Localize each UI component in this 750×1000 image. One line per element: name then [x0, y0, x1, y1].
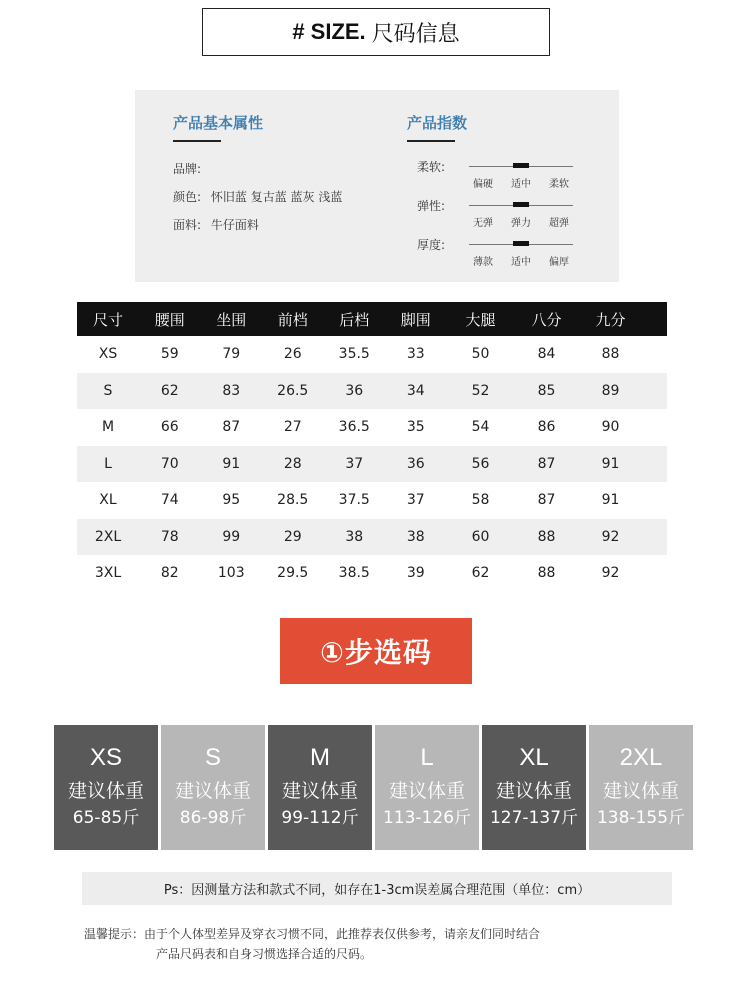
- measure-cell: 87: [222, 419, 241, 436]
- title-chinese: 尺码信息: [371, 21, 460, 47]
- index-heading: 产品指数: [407, 114, 468, 132]
- measure-cell: 82: [160, 565, 179, 582]
- table-header-cell: 后档: [339, 310, 370, 329]
- measure-cell: 38.5: [338, 565, 370, 582]
- measure-cell: 26.5: [277, 382, 309, 399]
- attribute-value: 牛仔面料: [210, 218, 259, 232]
- size-cell: XS: [98, 346, 118, 363]
- measure-cell: 36: [345, 382, 364, 399]
- index-underline: [407, 140, 455, 142]
- measure-cell: 62: [160, 382, 179, 399]
- size-card[interactable]: [375, 725, 479, 850]
- size-card-size: L: [420, 744, 434, 771]
- index-option: 适中: [511, 179, 531, 190]
- measure-cell: 38: [345, 528, 364, 545]
- tips-line-2: 产品尺码表和自身习惯选择合适的尺码。: [156, 947, 373, 961]
- measure-cell: 60: [471, 528, 490, 545]
- measure-cell: 36.5: [338, 419, 370, 436]
- measure-cell: 35: [406, 419, 425, 436]
- table-row: [77, 409, 667, 446]
- measure-cell: 92: [601, 528, 620, 545]
- attribute-key: 品牌:: [173, 162, 202, 176]
- size-cell: 2XL: [94, 528, 122, 545]
- table-header-row: [77, 302, 667, 336]
- measure-cell: 29: [283, 528, 302, 545]
- tips-line-1: 温馨提示：由于个人体型差异及穿衣习惯不同，此推荐表仅供参考，请亲友们同时结合: [84, 927, 541, 941]
- size-card[interactable]: [161, 725, 265, 850]
- measure-cell: 78: [160, 528, 179, 545]
- measure-cell: 50: [471, 346, 490, 363]
- measure-cell: 35.5: [338, 346, 370, 363]
- table-header-cell: 前档: [277, 310, 308, 329]
- measure-cell: 90: [601, 419, 620, 436]
- table-row: [77, 482, 667, 519]
- index-option: 弹力: [511, 218, 531, 229]
- table-header-cell: 大腿: [465, 310, 496, 329]
- measure-cell: 62: [471, 565, 490, 582]
- measure-cell: 74: [160, 492, 179, 509]
- size-cell: L: [104, 455, 112, 472]
- size-card-weight: 65-85斤: [72, 808, 140, 828]
- size-card-label: 建议体重: [495, 780, 572, 802]
- measure-cell: 88: [601, 346, 620, 363]
- measure-cell: 52: [471, 382, 490, 399]
- size-card-weight: 99-112斤: [281, 808, 359, 828]
- measure-cell: 37.5: [338, 492, 370, 509]
- measure-cell: 88: [537, 565, 556, 582]
- measure-cell: 95: [222, 492, 241, 509]
- measure-cell: 87: [537, 455, 556, 472]
- index-label: 厚度:: [417, 238, 446, 252]
- measure-cell: 86: [537, 419, 556, 436]
- attribute-value: 怀旧蓝 复古蓝 蓝灰 浅蓝: [210, 190, 343, 204]
- table-row: [77, 373, 667, 410]
- measure-cell: 38: [406, 528, 425, 545]
- attribute-key: 面料:: [173, 218, 202, 232]
- product-info-panel: [135, 90, 619, 282]
- size-card-weight: 138-155斤: [596, 808, 686, 828]
- tips-text: [84, 924, 684, 964]
- measure-cell: 91: [601, 455, 620, 472]
- measurement-note: Ps：因测量方法和款式不同，如存在1-3cm误差属合理范围（单位：cm）: [82, 872, 672, 905]
- measure-cell: 79: [222, 346, 241, 363]
- table-row: [77, 519, 667, 556]
- size-card-weight: 86-98斤: [179, 808, 247, 828]
- measure-cell: 70: [160, 455, 179, 472]
- measure-cell: 66: [160, 419, 179, 436]
- thickness-index: [417, 236, 617, 268]
- size-card-label: 建议体重: [174, 780, 251, 802]
- table-row: [77, 446, 667, 483]
- title-english: # SIZE.: [292, 19, 366, 44]
- measure-cell: 27: [283, 419, 302, 436]
- size-cards: [54, 725, 697, 850]
- table-header-cell: 九分: [595, 310, 626, 329]
- size-card[interactable]: [268, 725, 372, 850]
- size-card-size: XL: [519, 744, 549, 771]
- size-cell: 3XL: [94, 565, 122, 582]
- attribute-key: 颜色:: [173, 190, 202, 204]
- measure-cell: 87: [537, 492, 556, 509]
- index-option: 薄款: [473, 257, 493, 268]
- attribute-color: [173, 188, 342, 205]
- measure-cell: 84: [537, 346, 556, 363]
- size-card-weight: 127-137斤: [489, 808, 579, 828]
- size-card-size: XS: [89, 744, 122, 771]
- measure-cell: 37: [406, 492, 425, 509]
- measure-cell: 83: [222, 382, 241, 399]
- index-option: 偏硬: [473, 179, 493, 190]
- measure-cell: 99: [222, 528, 241, 545]
- size-card-size: S: [204, 744, 221, 771]
- index-option: 柔软: [549, 179, 569, 190]
- attribute-fabric: [173, 216, 259, 233]
- measure-cell: 39: [406, 565, 425, 582]
- measure-cell: 28.5: [277, 492, 309, 509]
- size-card-label: 建议体重: [281, 780, 358, 802]
- measure-cell: 34: [406, 382, 425, 399]
- index-label: 弹性:: [417, 199, 446, 213]
- measure-cell: 37: [345, 455, 364, 472]
- index-marker: [513, 241, 529, 246]
- measure-cell: 91: [222, 455, 241, 472]
- size-table: [77, 302, 667, 592]
- table-row: [77, 555, 667, 592]
- measure-cell: 58: [471, 492, 490, 509]
- size-cell: XL: [99, 492, 117, 509]
- elasticity-index: [417, 197, 617, 229]
- table-header-cell: 尺寸: [92, 310, 123, 329]
- index-option: 适中: [511, 257, 531, 268]
- index-option: 无弹: [473, 218, 493, 229]
- measure-cell: 56: [471, 455, 490, 472]
- measure-cell: 103: [217, 565, 245, 582]
- table-header-cell: 坐围: [216, 310, 247, 329]
- measure-cell: 36: [406, 455, 425, 472]
- size-card[interactable]: [589, 725, 693, 850]
- measure-cell: 54: [471, 419, 490, 436]
- index-option: 偏厚: [549, 257, 569, 268]
- size-card-weight: 113-126斤: [382, 808, 472, 828]
- size-cell: S: [103, 382, 113, 399]
- table-header-cell: 脚围: [400, 310, 431, 329]
- page-title: [202, 8, 550, 56]
- step-banner: ①步选码: [280, 618, 472, 684]
- measure-cell: 28: [283, 455, 302, 472]
- size-card[interactable]: [482, 725, 586, 850]
- measure-cell: 88: [537, 528, 556, 545]
- measure-cell: 29.5: [277, 565, 309, 582]
- softness-index: [417, 158, 617, 190]
- measure-cell: 85: [537, 382, 556, 399]
- measure-cell: 91: [601, 492, 620, 509]
- size-card-size: M: [310, 744, 330, 771]
- table-body: [77, 336, 667, 592]
- index-option: 超弹: [549, 218, 569, 229]
- table-row: [77, 336, 667, 373]
- size-card-size: 2XL: [619, 744, 663, 771]
- index-marker: [513, 202, 529, 207]
- measure-cell: 26: [283, 346, 302, 363]
- measure-cell: 33: [406, 346, 425, 363]
- table-header-cell: 腰围: [154, 310, 185, 329]
- table-header-cell: 八分: [531, 310, 562, 329]
- attributes-heading: 产品基本属性: [173, 114, 264, 132]
- size-card[interactable]: [54, 725, 158, 850]
- index-label: 柔软:: [417, 160, 446, 174]
- measure-cell: 59: [160, 346, 179, 363]
- measure-cell: 92: [601, 565, 620, 582]
- size-card-label: 建议体重: [67, 780, 144, 802]
- measure-cell: 89: [601, 382, 620, 399]
- index-marker: [513, 163, 529, 168]
- attributes-underline: [173, 140, 221, 142]
- attribute-brand: [173, 160, 207, 177]
- size-card-label: 建议体重: [388, 780, 465, 802]
- size-card-label: 建议体重: [602, 780, 679, 802]
- size-cell: M: [101, 419, 115, 436]
